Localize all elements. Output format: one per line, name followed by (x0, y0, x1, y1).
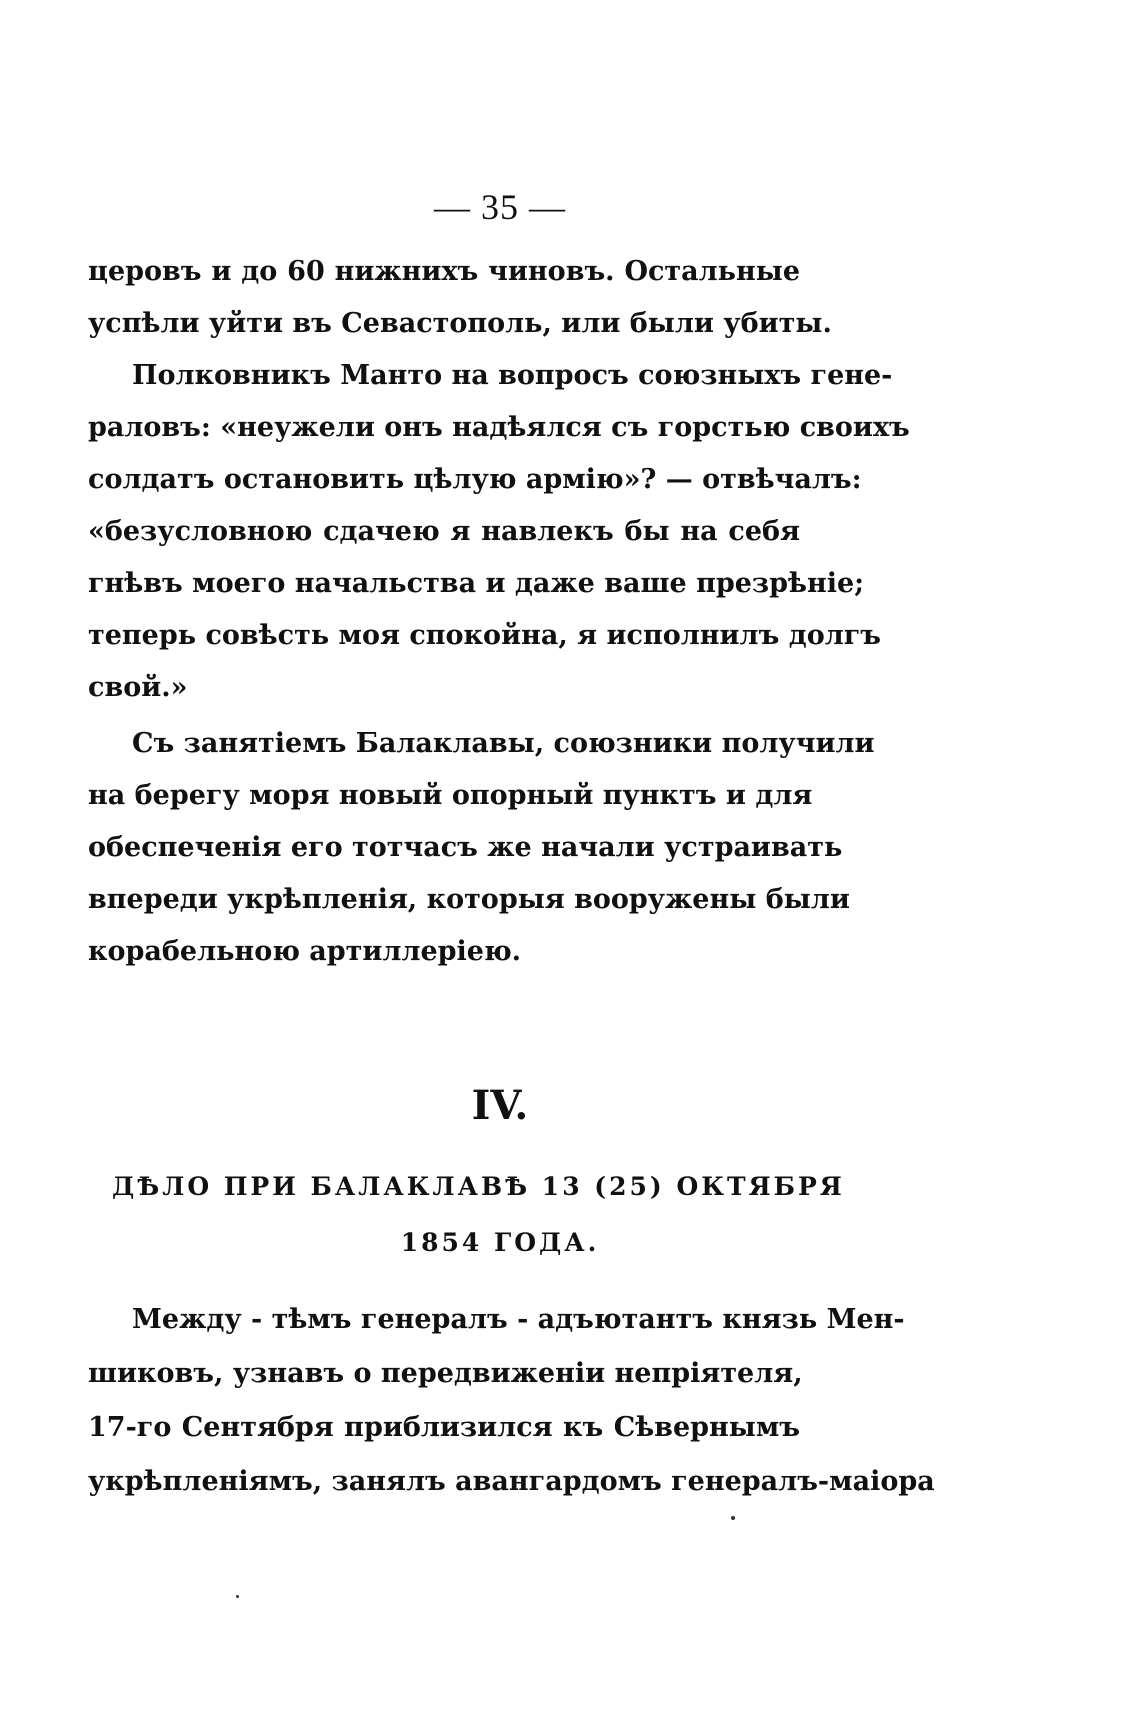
text-line: на берегу моря новый опорный пунктъ и для (88, 780, 813, 811)
text-line: шиковъ, узнавъ о передвиженіи непріятеля, (88, 1358, 803, 1389)
text-line: укрѣпленіямъ, занялъ авангардомъ генералъ-маіора (88, 1466, 935, 1497)
text-line: 17-го Сентября приблизился къ Сѣвернымъ (88, 1412, 800, 1443)
text-line: солдатъ остановить цѣлую армію»? — отвѣчалъ: (88, 464, 862, 495)
text-line: успѣли уйти въ Севастополь, или были убиты. (88, 308, 832, 339)
chapter-title-line-1: ДѢЛО ПРИ БАЛАКЛАВѢ 13 (25) ОКТЯБРЯ (112, 1172, 845, 1201)
page-number: — 35 — (434, 187, 566, 227)
text-line: теперь совѣсть моя спокойна, я исполнилъ долгъ (88, 620, 882, 651)
text-line: раловъ: «неужели онъ надѣялся съ горстью своихъ (88, 412, 910, 443)
text-line: гнѣвъ моего начальства и даже ваше презрѣніе; (88, 568, 865, 599)
text-line: корабельною артиллеріею. (88, 936, 522, 967)
text-line: свой.» (88, 672, 188, 703)
text-line: Полковникъ Манто на вопросъ союзныхъ гене- (132, 360, 893, 391)
text-line: обеспеченія его тотчасъ же начали устраивать (88, 832, 843, 863)
scan-speck (236, 1595, 239, 1598)
text-line: Между - тѣмъ генералъ - адъютантъ князь Мен- (132, 1304, 905, 1335)
text-line: церовъ и до 60 нижнихъ чиновъ. Остальные (88, 256, 800, 287)
chapter-number: IV. (471, 1082, 529, 1129)
text-line: «безусловною сдачею я навлекъ бы на себя (88, 516, 800, 547)
text-line: Съ занятіемъ Балаклавы, союзники получили (132, 728, 875, 759)
text-line: впереди укрѣпленія, которыя вооружены были (88, 884, 850, 915)
scan-speck (731, 1516, 735, 1520)
chapter-title-line-2: 1854 ГОДА. (400, 1228, 600, 1257)
